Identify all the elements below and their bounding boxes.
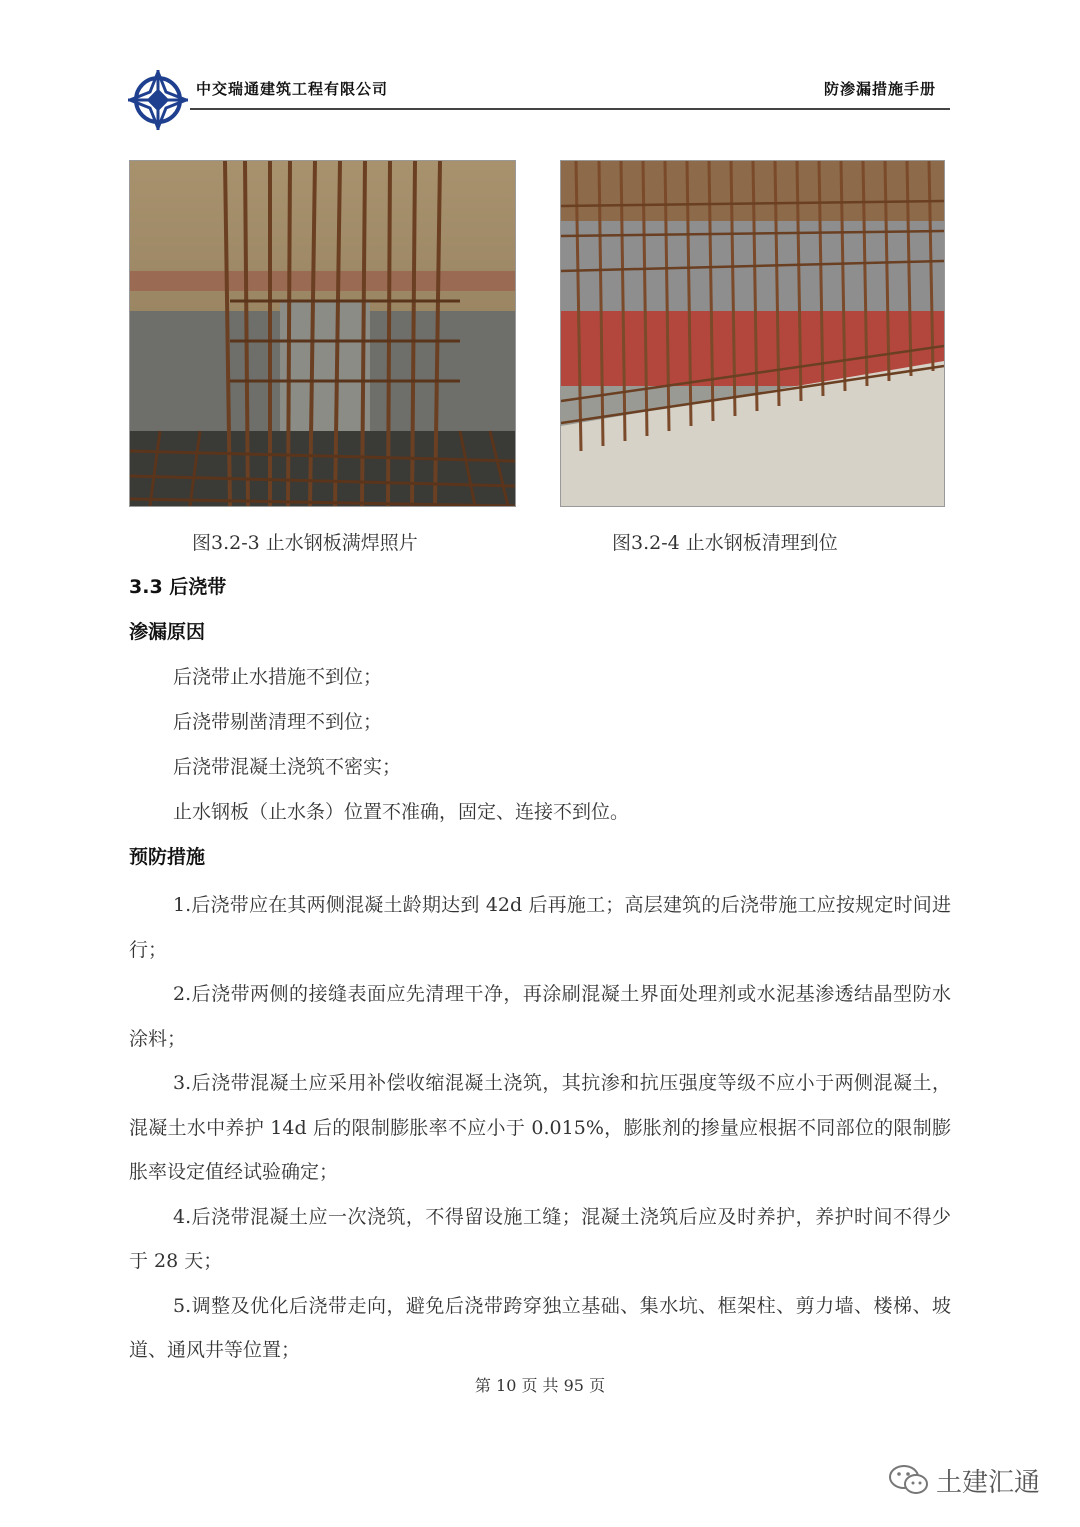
measure-item: 3.后浇带混凝土应采用补偿收缩混凝土浇筑，其抗渗和抗压强度等级不应小于两侧混凝土，混凝土水中养护 14d 后的限制膨胀率不应小于 0.015%，膨胀剂的掺量应根据不同部位的限制膨胀率设定值经试验确定； — [129, 1072, 951, 1183]
photo-steel-plate-welding — [129, 160, 516, 507]
manual-title: 防渗漏措施手册 — [823, 80, 936, 98]
company-logo-icon — [128, 70, 188, 130]
measure-item: 5.调整及优化后浇带走向，避免后浇带跨穿独立基础、集水坑、框架柱、剪力墙、楼梯、坡道、通风井等位置； — [129, 1294, 951, 1361]
watermark — [888, 1458, 1040, 1502]
company-name: 中交瑞通建筑工程有限公司 — [196, 80, 389, 98]
causes-heading: 渗漏原因 — [129, 621, 206, 643]
cause-item: 后浇带止水措施不到位； — [173, 666, 383, 688]
page-number: 第 10 页 共 95 页 — [474, 1376, 606, 1395]
watermark-text: 土建汇通 — [936, 1467, 1041, 1498]
measure-item: 1.后浇带应在其两侧混凝土龄期达到 42d 后再施工；高层建筑的后浇带施工应按规定时间进行； — [129, 894, 951, 961]
cause-item: 后浇带混凝土浇筑不密实； — [173, 756, 402, 778]
cause-item: 后浇带剔凿清理不到位； — [173, 711, 383, 733]
cause-item: 止水钢板（止水条）位置不准确，固定、连接不到位。 — [173, 801, 630, 823]
measure-item: 2.后浇带两侧的接缝表面应先清理干净，再涂刷混凝土界面处理剂或水泥基渗透结晶型防水涂料； — [129, 983, 951, 1050]
figure-caption: 图3.2-4 止水钢板清理到位 — [612, 532, 838, 554]
measures-heading: 预防措施 — [129, 846, 206, 868]
measure-item: 4.后浇带混凝土应一次浇筑，不得留设施工缝；混凝土浇筑后应及时养护，养护时间不得少于 28 天； — [129, 1205, 951, 1272]
section-body — [129, 568, 951, 1373]
section-title: 3.3 后浇带 — [129, 576, 227, 598]
wechat-icon — [888, 1463, 930, 1497]
header-divider — [190, 108, 950, 110]
page-header — [128, 66, 950, 126]
photo-steel-plate-cleaned — [560, 160, 945, 507]
figure-caption: 图3.2-3 止水钢板满焊照片 — [192, 532, 418, 554]
